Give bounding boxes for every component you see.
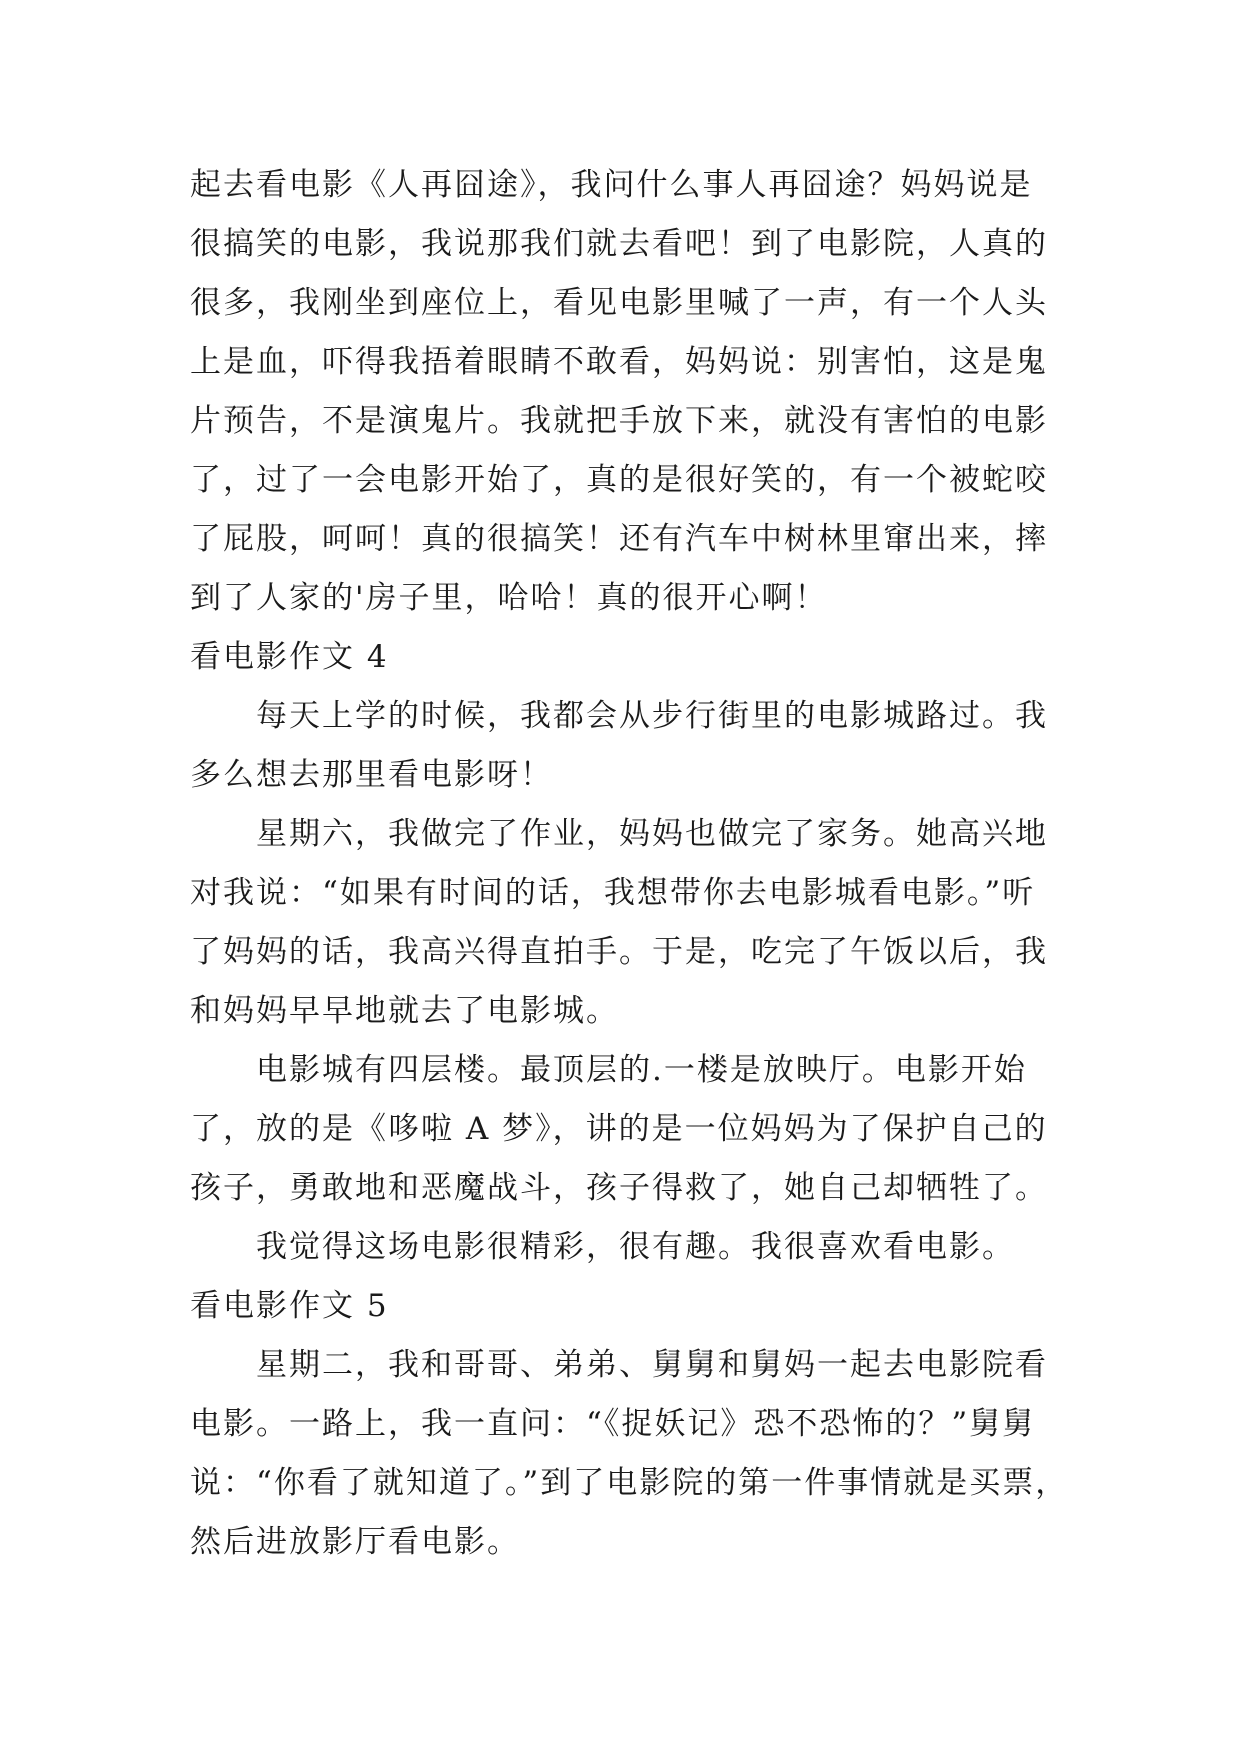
paragraph-first-line: 我觉得这场电影很精彩，很有趣。我很喜欢看电影。	[256, 1229, 1015, 1265]
paragraph-first-line: 星期二，我和哥哥、弟弟、舅舅和舅妈一起去电影院看	[256, 1347, 1048, 1383]
text-line: 片预告，不是演鬼片。我就把手放下来，就没有害怕的电影	[190, 403, 1048, 439]
text-line: 孩子，勇敢地和恶魔战斗，孩子得救了，她自己却牺牲了。	[190, 1170, 1048, 1206]
text-line: 了妈妈的话，我高兴得直拍手。于是，吃完了午饭以后，我	[190, 934, 1048, 970]
text-line: 多么想去那里看电影呀！	[190, 757, 553, 793]
text-line: 起去看电影《人再囧途》，我问什么事人再囧途？妈妈说是	[190, 167, 1033, 203]
text-line: 了，放的是《哆啦 A 梦》，讲的是一位妈妈为了保护自己的	[190, 1111, 1048, 1147]
text-line: 上是血，吓得我捂着眼睛不敢看，妈妈说：别害怕，这是鬼	[190, 344, 1048, 380]
section-heading: 看电影作文 5	[190, 1288, 389, 1324]
paragraph-first-line: 电影城有四层楼。最顶层的.一楼是放映厅。电影开始	[256, 1052, 1027, 1088]
text-line: 电影。一路上，我一直问：“《捉妖记》恐不恐怖的？”舅舅	[190, 1406, 1036, 1442]
essay-text	[190, 156, 1069, 1572]
text-line: 了，过了一会电影开始了，真的是很好笑的，有一个被蛇咬	[190, 462, 1048, 498]
text-line: 然后进放影厅看电影。	[190, 1524, 520, 1560]
paragraph-first-line: 星期六，我做完了作业，妈妈也做完了家务。她高兴地	[256, 816, 1048, 852]
text-line: 说：“你看了就知道了。”到了电影院的第一件事情就是买票，	[190, 1465, 1069, 1501]
text-line: 到了人家的'房子里，哈哈！真的很开心啊！	[190, 580, 828, 616]
text-line: 和妈妈早早地就去了电影城。	[190, 993, 619, 1029]
text-line: 很搞笑的电影，我说那我们就去看吧！到了电影院，人真的	[190, 226, 1048, 262]
text-line: 对我说：“如果有时间的话，我想带你去电影城看电影。”听	[190, 875, 1036, 911]
paragraph-first-line: 每天上学的时候，我都会从步行街里的电影城路过。我	[256, 698, 1048, 734]
section-heading: 看电影作文 4	[190, 639, 389, 675]
text-line: 了屁股，呵呵！真的很搞笑！还有汽车中树林里窜出来，摔	[190, 521, 1048, 557]
text-line: 很多，我刚坐到座位上，看见电影里喊了一声，有一个人头	[190, 285, 1048, 321]
